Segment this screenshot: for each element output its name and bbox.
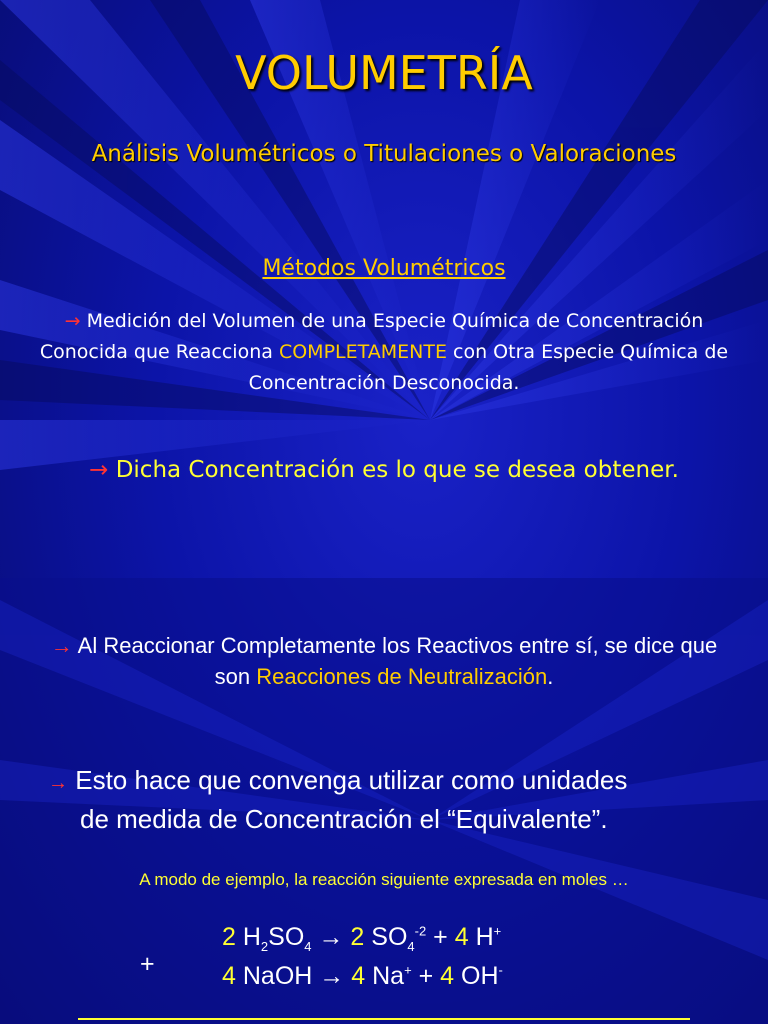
equivalent-line-2: de medida de Concentración el “Equivalente”.: [80, 804, 608, 834]
arrow-icon: →: [48, 772, 68, 794]
definition-paragraph: [30, 306, 738, 399]
superscript: +: [404, 962, 412, 978]
formula-part: Na: [372, 962, 405, 990]
neutralization-text-1: Al Reaccionar Completamente los Reactivos entre sí, se dice que son: [77, 633, 718, 689]
formula-part: H: [242, 923, 261, 951]
slide-title: VOLUMETRÍA: [235, 46, 533, 100]
equation-underline: [78, 1018, 690, 1020]
equivalent-line-1: Esto hace que convenga utilizar como unidades: [75, 765, 628, 795]
formula-part: SO: [371, 923, 408, 951]
equivalent-paragraph: [48, 762, 738, 837]
plus-sign: +: [418, 962, 434, 990]
formula-part: H: [475, 923, 494, 951]
superscript: -: [498, 962, 503, 978]
reaction-arrow: →: [319, 962, 345, 990]
goal-paragraph: [0, 457, 768, 483]
superscript: +: [493, 923, 502, 939]
reaction-arrow: →: [318, 923, 344, 951]
formula-part: SO: [268, 923, 305, 951]
equation-h2so4: [222, 923, 501, 954]
coefficient: 4: [440, 962, 455, 990]
equation-naoh: [222, 962, 503, 991]
coefficient: 4: [351, 962, 366, 990]
equations-plus-sign: +: [140, 950, 155, 978]
coefficient: 2: [350, 923, 365, 951]
coefficient: 4: [222, 962, 236, 990]
coefficient: 4: [454, 923, 469, 951]
neutralization-text-2: .: [547, 664, 554, 689]
definition-text-2: con Otra Especie Química de Concentración Desconocida.: [248, 341, 729, 394]
arrow-icon: →: [89, 457, 109, 483]
formula-part: OH: [461, 962, 499, 990]
slide-subtitle: Análisis Volumétricos o Titulaciones o Valoraciones: [91, 141, 677, 167]
superscript: -2: [414, 923, 427, 939]
neutralization-highlight: Reacciones de Neutralización: [256, 664, 548, 689]
formula-part: NaOH: [242, 962, 313, 990]
definition-text-1: Medición del Volumen de una Especie Química de Concentración Conocida que Reacciona: [39, 310, 704, 363]
subscript: 2: [260, 939, 269, 954]
subscript: 4: [407, 939, 415, 954]
plus-sign: +: [433, 923, 448, 951]
arrow-icon: →: [50, 633, 73, 658]
definition-highlight: COMPLETAMENTE: [278, 341, 447, 363]
example-text: A modo de ejemplo, la reacción siguiente expresada en moles …: [139, 870, 629, 889]
subscript: 4: [304, 939, 312, 954]
section-heading: Métodos Volumétricos: [262, 256, 506, 281]
arrow-icon: →: [64, 310, 81, 332]
coefficient: 2: [222, 923, 236, 951]
goal-text: Dicha Concentración es lo que se desea obtener.: [115, 457, 679, 483]
neutralization-paragraph: [30, 630, 738, 692]
